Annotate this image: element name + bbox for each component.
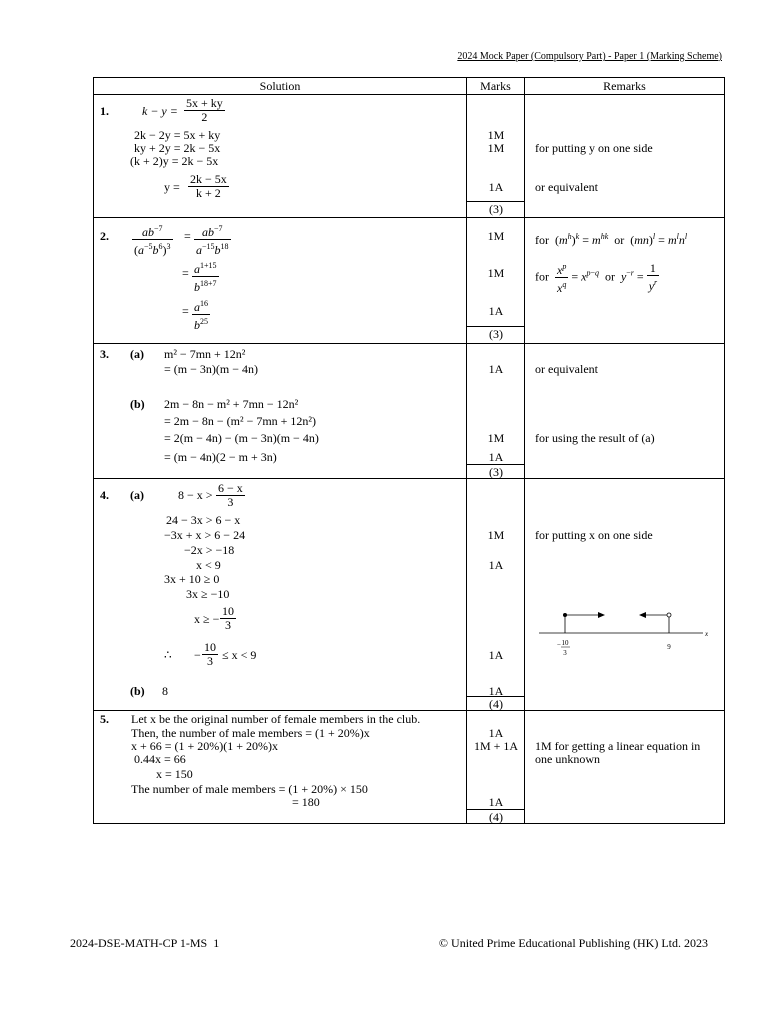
q2-remarks: for $(m^h)^k = m^{hk}$ or $(mn)^l = m^ln^l$ for $\frac{x^p}{x^q}$ = $x^{p-q}$ or $y^{-r}$ = $\frac{1}{y^r}$ (535, 232, 688, 295)
q1-total: (3) (467, 201, 525, 216)
left-label-numerator: 10 (561, 639, 569, 647)
footer-page-code: 2024-DSE-MATH-CP 1-MS 1 (70, 936, 220, 950)
col-marks: Marks (467, 78, 525, 95)
q2-solution: 2. $\frac{ab^{-7}}{(a^{-5}b^6)^3}$ = $\frac{ab^{-7}}{a^{-15}b^{18}}$ = $\frac{a^{1+15}}{b^{18+7}}$ = $\frac{a^{16}}{b^{25}}$ (100, 224, 229, 332)
table-row (94, 218, 725, 344)
left-arrowhead (639, 612, 646, 618)
footer-copyright: © United Prime Educational Publishing (HK) Ltd. 2023 (438, 936, 708, 950)
right-label: 9 (667, 643, 671, 651)
q1-marks: 1M 1M 1A (3) (467, 95, 524, 217)
q5-solution: 5. Let x be the original number of female members in the club. Then, the number of male members = (1 + 20%)x x + 66 = (1 + 20%)(1 + 20%)x 0.44x = 66 x = 150 The number of male members = (1 + 20%) × 150 = 180 (100, 712, 421, 809)
table-row (94, 95, 725, 218)
page-header: 2024 Mock Paper (Compulsory Part) - Paper 1 (Marking Scheme) (457, 51, 722, 62)
col-solution: Solution (94, 78, 467, 95)
q5-total: (4) (467, 809, 525, 824)
q3-marks: 1A 1M 1A (3) (467, 344, 524, 478)
q5-remarks: 1M for getting a linear equation in one unknown (535, 739, 701, 766)
q4-remarks: for putting x on one side x − 10 3 9 (525, 479, 724, 710)
table-row (94, 711, 725, 824)
table-row (94, 479, 725, 711)
svg-text:−: − (557, 641, 561, 649)
q3-solution: 3. (a) m² − 7mn + 12n² = (m − 3n)(m − 4n) (b) 2m − 8n − m² + 7mn − 12n² = 2m − 8n − (m² − 7mn + 12n²) = 2(m − 4n) − (m − 3n)(m − 4n) = (m − 4n)(2 − m + 3n) (100, 347, 319, 464)
table-row (94, 344, 725, 479)
marking-scheme-table (93, 77, 725, 824)
open-endpoint (667, 613, 671, 617)
q2-total: (3) (467, 326, 525, 341)
table-header-row (94, 78, 725, 95)
number-line-diagram (535, 605, 715, 661)
q3-remarks: or equivalent for using the result of (a) (535, 362, 655, 445)
q4-total: (4) (467, 696, 525, 711)
right-arrowhead (598, 612, 605, 618)
q3-total: (3) (467, 464, 525, 479)
q2-marks: 1M 1M 1A (3) (467, 218, 524, 343)
col-remarks: Remarks (525, 78, 725, 95)
q4-marks: 1M 1A 1A 1A (4) (467, 479, 524, 710)
q1-solution: 1. k − y = $\frac{5x + ky}{2}$ 2k − 2y = 5x + ky ky + 2y = 2k − 5x (k + 2)y = 2k − 5x y = $\frac{2k - 5x}{k + 2}$ (100, 96, 227, 200)
q1-remarks: for putting y on one side or equivalent (535, 141, 653, 194)
axis-label: x (705, 630, 709, 638)
q5-marks: 1A 1M + 1A 1A (4) (467, 711, 524, 823)
left-label-denominator: 3 (563, 649, 567, 657)
q4-solution: 4. (a) 8 − x > $\frac{6 - x}{3}$ 24 − 3x > 6 − x −3x + x > 6 − 24 −2x > −18 x < 9 3x + 10 ≥ 0 3x ≥ −10 x ≥ − $\frac{10}{3}$ ∴ − $\frac{10}{3}$ ≤ x < 9 (b) 8 (100, 481, 257, 698)
